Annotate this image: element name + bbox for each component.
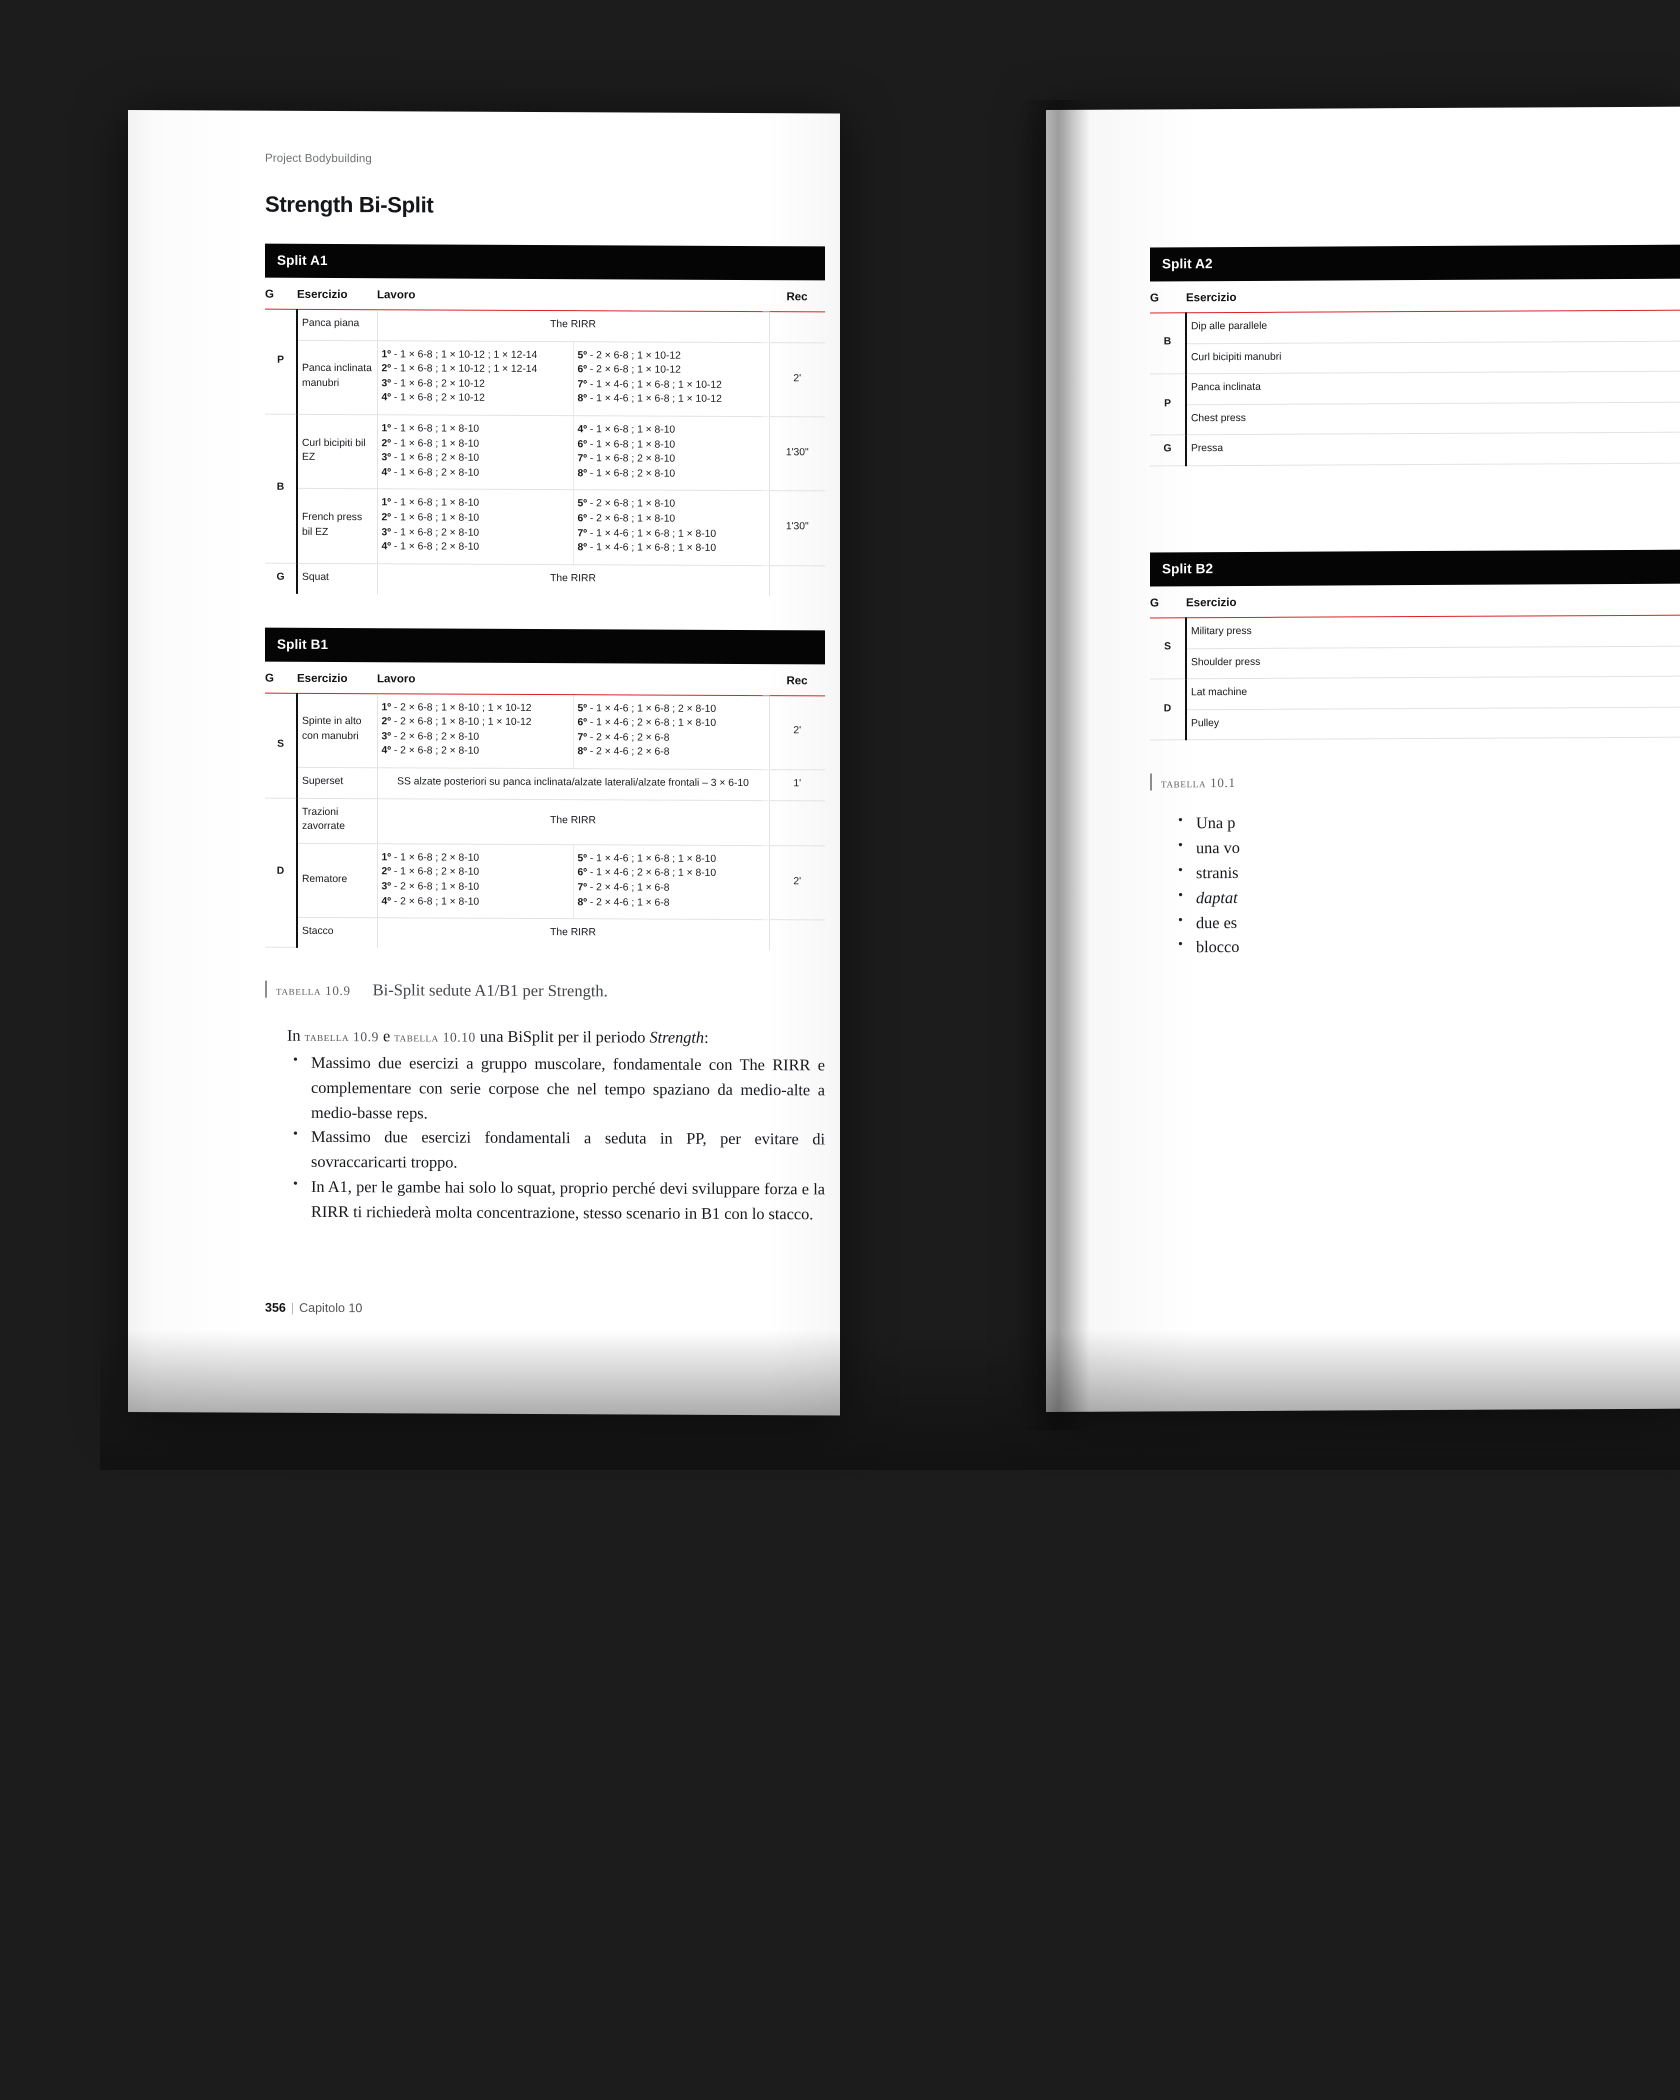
- right-page: [1046, 107, 1680, 1412]
- set-ordinal: 5º: [577, 498, 587, 510]
- set-line: 6º - 1 × 4-6 ; 2 × 6-8 ; 1 × 8-10: [577, 867, 717, 880]
- table-b1-grid: [265, 661, 825, 951]
- set-line: 8º - 2 × 4-6 ; 2 × 6-8: [577, 746, 670, 759]
- table-b2-grid: [1150, 584, 1680, 741]
- list-item-cont: • due es: [1174, 908, 1680, 936]
- col-header-rec: Rec: [769, 280, 825, 312]
- folio-page-number: 356: [265, 1300, 286, 1315]
- col-header-esercizio: Esercizio: [1186, 584, 1680, 618]
- table-split-a1: [265, 244, 825, 596]
- rec-cell: [769, 800, 825, 845]
- list-item-cont: • una vo: [1174, 834, 1680, 862]
- set-ordinal: 4º: [381, 541, 391, 553]
- rec-cell: 2': [769, 342, 825, 417]
- right-body-text: [1150, 809, 1680, 961]
- lead-emphasis: Strength: [649, 1027, 705, 1048]
- set-ordinal: 1º: [381, 852, 391, 864]
- exercise-cell: Pulley: [1186, 707, 1680, 740]
- rec-cell: 1'30": [769, 491, 825, 566]
- left-page: [128, 110, 840, 1415]
- set-line: 7º - 2 × 4-6 ; 2 × 6-8: [577, 731, 670, 744]
- set-ordinal: 4º: [381, 745, 391, 757]
- table-ref-1: tabella 10.9: [304, 1029, 379, 1045]
- work-cell-left: [377, 415, 573, 490]
- group-cell: B: [265, 414, 297, 563]
- table-b2-title: Split B2: [1150, 550, 1680, 587]
- table-row: [1150, 646, 1680, 680]
- group-cell: P: [1150, 374, 1186, 435]
- exercise-cell: Shoulder press: [1186, 646, 1680, 679]
- set-ordinal: 3º: [381, 452, 391, 464]
- list-item-cont: • blocco: [1174, 933, 1680, 961]
- set-ordinal: 2º: [381, 866, 391, 878]
- list-item: • In A1, per le gambe hai solo lo squat, proprio perché devi sviluppare forza e la RIRR ti richiederà molta concentrazione, stesso scenario in B1 con lo stacco.: [289, 1175, 825, 1227]
- set-ordinal: 6º: [577, 867, 587, 879]
- set-line: 2º - 1 × 6-8 ; 1 × 8-10: [381, 512, 480, 524]
- set-ordinal: 8º: [577, 542, 587, 554]
- folio-separator: |: [290, 1300, 295, 1315]
- table-row: [1150, 341, 1680, 375]
- right-bullets: [1150, 809, 1680, 961]
- running-head: Project Bodybuilding: [265, 152, 372, 166]
- set-line: 4º - 2 × 6-8 ; 1 × 8-10: [381, 895, 480, 908]
- exercise-cell: Panca inclinata manubri: [297, 340, 377, 415]
- table-a1-header-row: [265, 278, 825, 312]
- set-line: 4º - 1 × 6-8 ; 2 × 8-10: [381, 541, 480, 554]
- exercise-cell: Pressa: [1186, 432, 1680, 465]
- exercise-cell: Spinte in alto con manubri: [297, 693, 377, 768]
- body-text: [265, 1024, 825, 1227]
- group-cell: D: [1150, 679, 1186, 740]
- table-a1-title: Split A1: [265, 244, 825, 281]
- col-header-g: G: [1150, 586, 1186, 618]
- exercise-cell: Curl bicipiti manubri: [1186, 341, 1680, 374]
- table-row: [265, 414, 825, 491]
- caption-rule: [265, 981, 267, 998]
- work-cell-left: [377, 340, 573, 415]
- work-cell-right: [573, 844, 769, 919]
- work-cell-rirr: The RIRR: [550, 927, 596, 939]
- table-row: [1150, 402, 1680, 436]
- exercise-cell: Squat: [297, 563, 377, 594]
- set-line: 6º - 2 × 6-8 ; 1 × 8-10: [577, 513, 676, 525]
- table-row: [265, 563, 825, 596]
- set-line: 4º - 1 × 6-8 ; 2 × 10-12: [381, 392, 485, 405]
- rec-cell: [769, 312, 825, 343]
- set-line: 5º - 1 × 4-6 ; 1 × 6-8 ; 2 × 8-10: [577, 702, 717, 715]
- lead-end: :: [704, 1028, 709, 1048]
- set-ordinal: 8º: [577, 393, 587, 405]
- exercise-cell: Dip alle parallele: [1186, 310, 1680, 343]
- table-row: [1150, 432, 1680, 466]
- list-item-cont: • daptat: [1174, 883, 1680, 911]
- set-line: 4º - 1 × 6-8 ; 2 × 8-10: [381, 467, 480, 479]
- exercise-cell: Trazioni zavorrate: [297, 798, 377, 844]
- set-line: 4º - 2 × 6-8 ; 2 × 8-10: [381, 745, 480, 758]
- set-line: 3º - 1 × 6-8 ; 2 × 10-12: [381, 378, 485, 390]
- set-line: 7º - 1 × 6-8 ; 2 × 8-10: [577, 453, 676, 465]
- set-line: 1º - 1 × 6-8 ; 1 × 8-10: [381, 423, 480, 435]
- rec-cell: 1'30": [769, 417, 825, 492]
- table-b1-title: Split B1: [265, 627, 825, 664]
- set-line: 5º - 2 × 6-8 ; 1 × 8-10: [577, 498, 676, 511]
- list-item: • Una p: [1174, 809, 1680, 837]
- rec-cell: 2': [769, 845, 825, 920]
- lead-mid: e: [378, 1026, 395, 1046]
- set-ordinal: 2º: [381, 512, 391, 524]
- set-line: 1º - 1 × 6-8 ; 1 × 10-12 ; 1 × 12-14: [381, 348, 538, 361]
- set-ordinal: 6º: [577, 513, 587, 525]
- rec-cell: 1': [769, 770, 825, 801]
- set-ordinal: 6º: [577, 717, 587, 729]
- set-ordinal: 5º: [577, 852, 587, 865]
- group-cell: S: [1150, 618, 1186, 679]
- table-a2-header-row: [1150, 279, 1680, 313]
- table-row: [265, 798, 825, 846]
- table-b1-header-row: [265, 661, 825, 695]
- set-ordinal: 8º: [577, 468, 587, 480]
- exercise-cell: Chest press: [1186, 402, 1680, 435]
- table-split-b1: [265, 627, 825, 951]
- set-line: 8º - 1 × 6-8 ; 2 × 8-10: [577, 468, 676, 480]
- exercise-cell: Stacco: [297, 918, 377, 949]
- exercise-cell: Superset: [297, 767, 377, 798]
- table-a2-grid: [1150, 279, 1680, 467]
- set-ordinal: 6º: [577, 438, 587, 450]
- list-item-cont: • stranis: [1174, 859, 1680, 887]
- group-cell: D: [265, 798, 297, 948]
- set-ordinal: 3º: [381, 881, 391, 893]
- table-row: [265, 309, 825, 342]
- group-cell: G: [1150, 435, 1186, 466]
- set-line: 4º - 1 × 6-8 ; 1 × 8-10: [577, 424, 676, 436]
- set-line: 6º - 1 × 4-6 ; 2 × 6-8 ; 1 × 8-10: [577, 717, 717, 730]
- body-bullets: [265, 1051, 825, 1227]
- set-line: 3º - 2 × 6-8 ; 1 × 8-10: [381, 881, 480, 893]
- group-cell: G: [265, 563, 297, 593]
- set-line: 2º - 1 × 6-8 ; 1 × 8-10: [381, 437, 480, 450]
- table-row: [265, 843, 825, 920]
- set-line: 1º - 2 × 6-8 ; 1 × 8-10 ; 1 × 10-12: [381, 701, 532, 714]
- left-page-content: [265, 153, 825, 1227]
- caption-rule: [1150, 774, 1152, 791]
- set-line: 8º - 1 × 4-6 ; 1 × 6-8 ; 1 × 10-12: [577, 393, 722, 406]
- rec-cell: 2': [769, 695, 825, 770]
- set-ordinal: 7º: [577, 527, 587, 539]
- exercise-cell: Curl bicipiti bil EZ: [297, 414, 377, 489]
- page-footer: [265, 1301, 362, 1315]
- table-b2-header-row: [1150, 584, 1680, 618]
- set-line: 3º - 1 × 6-8 ; 2 × 8-10: [381, 452, 480, 464]
- folio-chapter: Capitolo 10: [299, 1300, 363, 1316]
- set-ordinal: 8º: [577, 896, 587, 908]
- work-cell-left: [377, 693, 573, 768]
- set-ordinal: 7º: [577, 453, 587, 465]
- exercise-cell: Rematore: [297, 843, 377, 918]
- set-ordinal: 7º: [577, 379, 587, 391]
- table-row: [1150, 707, 1680, 741]
- set-line: 6º - 1 × 6-8 ; 1 × 8-10: [577, 438, 676, 451]
- work-cell-right: [573, 694, 769, 769]
- set-ordinal: 7º: [577, 882, 587, 894]
- caption-label: tabella 10.9: [276, 983, 351, 999]
- set-line: 8º - 2 × 4-6 ; 1 × 6-8: [577, 896, 670, 909]
- set-ordinal: 4º: [381, 467, 391, 479]
- body-lead: [265, 1024, 825, 1052]
- set-line: 2º - 1 × 6-8 ; 2 × 8-10: [381, 866, 480, 879]
- col-header-g: G: [265, 661, 297, 693]
- set-line: 2º - 2 × 6-8 ; 1 × 8-10 ; 1 × 10-12: [381, 716, 532, 729]
- set-ordinal: 4º: [381, 392, 391, 404]
- set-ordinal: 2º: [381, 716, 391, 728]
- table-row: [1150, 371, 1680, 405]
- set-ordinal: 6º: [577, 364, 587, 376]
- table-row: [1150, 615, 1680, 649]
- table-row: [265, 489, 825, 566]
- set-line: 7º - 2 × 4-6 ; 1 × 6-8: [577, 882, 670, 894]
- set-ordinal: 4º: [381, 895, 391, 907]
- set-ordinal: 4º: [577, 424, 587, 436]
- table-row: [265, 340, 825, 417]
- set-line: 5º - 1 × 4-6 ; 1 × 6-8 ; 1 × 8-10: [577, 852, 717, 865]
- set-ordinal: 8º: [577, 746, 587, 758]
- exercise-cell: Lat machine: [1186, 676, 1680, 709]
- set-ordinal: 1º: [381, 423, 391, 435]
- group-cell: B: [1150, 313, 1186, 374]
- work-cell-rirr: The RIRR: [377, 310, 769, 343]
- exercise-cell: French press bil EZ: [297, 489, 377, 564]
- set-ordinal: 5º: [577, 349, 587, 361]
- set-ordinal: 3º: [381, 526, 391, 538]
- exercise-cell: Panca piana: [297, 309, 377, 340]
- set-line: 1º - 1 × 6-8 ; 2 × 8-10: [381, 852, 480, 864]
- set-ordinal: 3º: [381, 730, 391, 743]
- set-line: 2º - 1 × 6-8 ; 1 × 10-12 ; 1 × 12-14: [381, 363, 538, 376]
- set-line: 3º - 1 × 6-8 ; 2 × 8-10: [381, 526, 480, 539]
- set-line: 3º - 2 × 6-8 ; 2 × 8-10: [381, 730, 480, 743]
- table-row: [265, 693, 825, 770]
- rec-cell: [769, 566, 825, 596]
- set-ordinal: 1º: [381, 348, 391, 360]
- set-line: 5º - 2 × 6-8 ; 1 × 10-12: [577, 349, 681, 362]
- set-ordinal: 7º: [577, 731, 587, 743]
- set-ordinal: 3º: [381, 378, 391, 390]
- col-header-esercizio: Esercizio: [1186, 279, 1680, 313]
- col-header-rec: Rec: [769, 664, 825, 696]
- work-cell-superset: SS alzate posteriori su panca inclinata/alzate laterali/alzate frontali – 3 × 6-10: [377, 768, 769, 801]
- col-header-esercizio: Esercizio: [297, 661, 377, 693]
- set-line: 7º - 1 × 4-6 ; 1 × 6-8 ; 1 × 8-10: [577, 527, 717, 540]
- rec-cell: [769, 920, 825, 950]
- table-caption: [265, 978, 825, 1003]
- table-row: [265, 917, 825, 950]
- table-a2-title: Split A2: [1150, 245, 1680, 282]
- col-header-lavoro: Lavoro: [377, 662, 769, 695]
- right-page-content: [1150, 149, 1680, 961]
- exercise-cell: Panca inclinata: [1186, 371, 1680, 404]
- lead-post: una BiSplit per il periodo: [475, 1027, 650, 1047]
- list-item: • Massimo due esercizi a gruppo muscolare, fondamentale con The RIRR e complementare con serie corpose che nel tempo spaziano da medio-alte a medio-basse reps.: [289, 1051, 825, 1128]
- col-header-lavoro: Lavoro: [377, 278, 769, 311]
- col-header-esercizio: Esercizio: [297, 278, 377, 310]
- set-ordinal: 1º: [381, 497, 391, 509]
- col-header-g: G: [1150, 281, 1186, 313]
- table-ref-2: tabella 10.10: [394, 1029, 476, 1046]
- set-line: 8º - 1 × 4-6 ; 1 × 6-8 ; 1 × 8-10: [577, 542, 717, 555]
- table-row: [1150, 676, 1680, 710]
- set-ordinal: 2º: [381, 437, 391, 449]
- set-line: 6º - 2 × 6-8 ; 1 × 10-12: [577, 364, 681, 376]
- table-a1-grid: [265, 278, 825, 596]
- exercise-cell: Military press: [1186, 615, 1680, 648]
- table-row: [265, 767, 825, 800]
- work-cell-rirr: The RIRR: [550, 572, 596, 585]
- table-row: [1150, 310, 1680, 344]
- col-header-g: G: [265, 278, 297, 310]
- right-table-caption: [1150, 768, 1680, 792]
- set-ordinal: 5º: [577, 702, 587, 714]
- caption-text: Bi-Split sedute A1/B1 per Strength.: [372, 980, 608, 1001]
- set-line: 1º - 1 × 6-8 ; 1 × 8-10: [381, 497, 480, 510]
- group-cell: P: [265, 309, 297, 414]
- caption-label: tabella 10.1: [1161, 775, 1236, 791]
- work-cell-right: [573, 341, 769, 416]
- work-cell-right: [573, 490, 769, 565]
- work-cell-rirr: The RIRR: [377, 798, 769, 845]
- group-cell: S: [265, 693, 297, 798]
- lead-pre: In: [287, 1026, 305, 1046]
- table-split-b2: [1150, 550, 1680, 741]
- work-cell-left: [377, 489, 573, 564]
- page-title: Strength Bi-Split: [265, 191, 434, 218]
- list-item: • Massimo due esercizi fondamentali a seduta in PP, per evitare di sovraccaricarti troppo.: [289, 1125, 825, 1177]
- set-ordinal: 1º: [381, 701, 391, 713]
- table-split-a2: [1150, 245, 1680, 467]
- set-line: 7º - 1 × 4-6 ; 1 × 6-8 ; 1 × 10-12: [577, 379, 722, 391]
- work-cell-left: [377, 844, 573, 919]
- work-cell-right: [573, 416, 769, 491]
- set-ordinal: 2º: [381, 363, 391, 375]
